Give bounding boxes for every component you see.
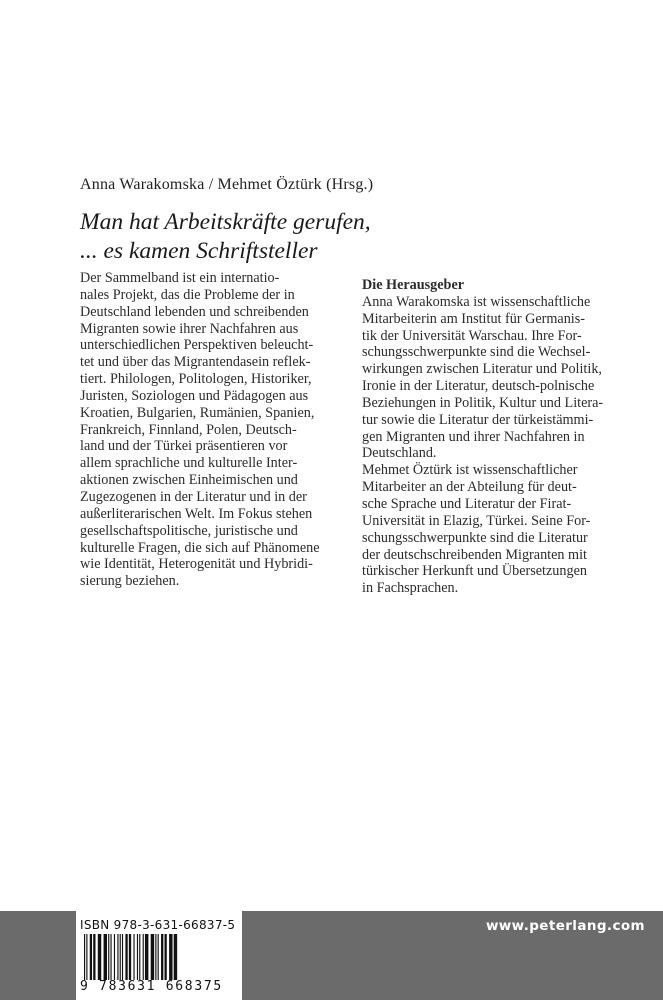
barcode-bar	[90, 934, 92, 980]
description-line: land und der Türkei präsentieren vor	[80, 438, 288, 455]
description-line: kulturelle Fragen, die sich auf Phänomene	[80, 539, 320, 556]
publisher-website: www.peterlang.com	[485, 918, 645, 934]
barcode-bar	[158, 934, 159, 980]
bio-line: sche Sprache und Literatur der Firat-	[362, 495, 572, 512]
barcode-bar	[104, 934, 107, 980]
book-title	[80, 208, 371, 266]
description-line: Juristen, Soziologen und Pädagogen aus	[80, 387, 309, 404]
bio-line: in Fachsprachen.	[362, 580, 459, 597]
bio-line: schungsschwerpunkte sind die Literatur	[362, 529, 588, 546]
description-line: allem sprachliche und kulturelle Inter-	[80, 455, 298, 472]
barcode-bar	[165, 934, 167, 980]
description-line: Frankreich, Finnland, Polen, Deutsch-	[80, 421, 297, 438]
description-line: nales Projekt, das die Probleme der in	[80, 286, 295, 303]
barcode-bar	[145, 934, 148, 980]
barcode-bar	[169, 934, 172, 980]
bio-line: Beziehungen in Politik, Kultur und Litera-	[362, 394, 604, 411]
barcode-bar	[151, 934, 154, 980]
barcode-bar	[110, 934, 111, 980]
isbn-label: ISBN 978-3-631-66837-5	[80, 918, 236, 932]
barcode-bar	[174, 934, 177, 980]
title-line: Man hat Arbeitskräfte gerufen,	[80, 209, 371, 235]
bio-line: türkischer Herkunft und Übersetzungen	[362, 563, 587, 580]
description-line: Zugezogenen in der Literatur und in der	[80, 488, 307, 505]
bio-line: Universität in Elazig, Türkei. Seine For-	[362, 512, 591, 529]
bio-line: wirkungen zwischen Literatur und Politik,	[362, 361, 602, 378]
bio-line: schungsschwerpunkte sind die Wechsel-	[362, 344, 591, 361]
barcode-bar	[125, 934, 127, 980]
description-line: sierung beziehen.	[80, 573, 180, 590]
bio-line: tur sowie die Literatur der türkeistämmi-	[362, 411, 594, 428]
barcode-bar	[114, 934, 115, 980]
barcode-bar	[155, 934, 156, 980]
bio-line: Mehmet Öztürk ist wissenschaftlicher	[362, 462, 578, 479]
barcode-bar	[137, 934, 138, 980]
barcode-digits: 9 783631 668375	[80, 979, 223, 994]
barcode-bar	[84, 934, 85, 980]
barcode-bar	[86, 934, 87, 980]
description-column	[80, 270, 350, 590]
barcode-bar	[161, 934, 163, 980]
description-line: wie Identität, Heterogenität und Hybridi-	[80, 556, 313, 573]
description-line: gesellschaftspolitische, juristische und	[80, 522, 298, 539]
description-line: Deutschland lebenden und schreibenden	[80, 303, 309, 320]
description-line: aktionen zwischen Einheimischen und	[80, 472, 298, 489]
barcode-bar	[139, 934, 140, 980]
editors-line: Anna Warakomska / Mehmet Öztürk (Hrsg.)	[80, 176, 374, 193]
description-line: tiert. Philologen, Politologen, Historiker,	[80, 371, 312, 388]
barcode-bar	[129, 934, 131, 980]
barcode-bar	[120, 934, 121, 980]
bio-line: Deutschland.	[362, 445, 437, 462]
bio-line: Mitarbeiter an der Abteilung für deut-	[362, 479, 577, 496]
description-line: Der Sammelband ist ein internatio-	[80, 270, 280, 286]
barcode-bar	[98, 934, 101, 980]
editors-bio-column	[362, 277, 652, 597]
bio-line: der deutschschreibenden Migranten mit	[362, 546, 587, 563]
description-line: außerliterarischen Welt. Im Fokus stehen	[80, 505, 313, 522]
bio-line: Anna Warakomska ist wissenschaftliche	[362, 293, 591, 310]
barcode-bar	[93, 934, 95, 980]
barcode-bar	[117, 934, 118, 980]
bio-line: Ironie in der Literatur, deutsch-polnische	[362, 378, 595, 395]
editors-heading: Die Herausgeber	[362, 277, 465, 293]
description-line: Migranten sowie ihrer Nachfahren aus	[80, 320, 299, 337]
description-line: Kroatien, Bulgarien, Rumänien, Spanien,	[80, 404, 315, 421]
barcode-bar	[133, 934, 134, 980]
bio-line: Mitarbeiterin am Institut für Germanis-	[362, 310, 585, 327]
bio-line: tik der Universität Warschau. Ihre For-	[362, 327, 582, 344]
bio-line: gen Migranten und ihrer Nachfahren in	[362, 428, 585, 445]
barcode-bar	[122, 934, 123, 980]
barcode-bar	[143, 934, 144, 980]
barcode-bar	[108, 934, 109, 980]
barcode-icon	[84, 934, 234, 980]
title-line: ... es kamen Schriftsteller	[80, 238, 318, 264]
description-line: unterschiedlichen Perspektiven beleucht-	[80, 337, 314, 354]
description-line: tet und über das Migrantendasein reflek-	[80, 354, 311, 371]
